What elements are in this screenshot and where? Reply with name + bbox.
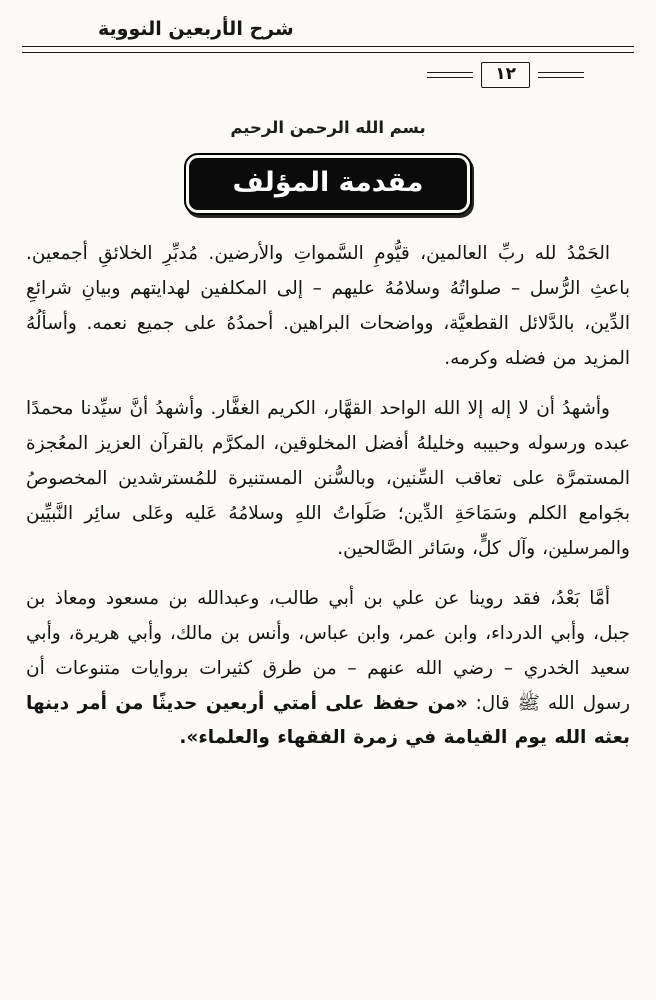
- section-title-box: [184, 153, 473, 215]
- page-body: [26, 237, 630, 756]
- page-number-row: [26, 62, 630, 88]
- paragraph-shahada: وأشهدُ أن لا إله إلا الله الواحد القهَّار، الكريم الغفَّار. وأشهدُ أنَّ سيِّدنا محمدًا عبده ورسوله وحبيبه وخليلهُ أفضل المخلوقين، المكرَّم بالقرآن العزيز المعُجزة المستمرَّة على تعاقب السِّنين، وبالسُّنن المستنيرة للمُسترشدين المخصوصُ بجَوامع الكلم وسَمَاحَةِ الدِّين؛ صَلَواتُ اللهِ وسلامُهُ عَليه وعَلى سائِر النَّبيِّين والمرسلين، وآل كلٍّ، وسَائر الصَّالحين.: [26, 398, 630, 559]
- hadith-quote: «من حفظ على أمتي أربعين حديثًا من أمر دينها بعثه الله يوم القيامة في زمرة الفقهاء والعلماء».: [26, 692, 630, 749]
- section-title: مقدمة المؤلف: [189, 158, 468, 210]
- book-title: شرح الأربعين النووية: [98, 18, 294, 40]
- page-number-line-left: [427, 72, 473, 78]
- bismillah: بسم الله الرحمن الرحيم: [230, 118, 426, 138]
- paragraph-amma-baad: [26, 582, 630, 756]
- paragraph-amma-baad-text: أمَّا بَعْدُ، فقد روينا عن علي بن أبي طالب، وعبدالله بن مسعود ومعاذ بن جبل، وأبي الدرداء، وابن عمر، وابن عباس، وأنس بن مالك، وأبي هريرة، وأبي سعيد الخدري – رضي الله عنهم – من طرق كثيرات بروايات متنوعات أن رسول الله ﷺ قال:: [26, 588, 631, 714]
- header-double-rule: [22, 46, 634, 53]
- page-header: [26, 18, 630, 88]
- paragraph-hamd: الحَمْدُ لله ربِّ العالمين، قيُّومِ السَّمواتِ والأرضين. مُدبِّرِ الخلائقِ أجمعين. باعثِ الرُّسل – صلواتُهُ وسلامُهُ عليهم – إلى المكلفين لهدايتهم وبيانِ شرائعِ الدِّين، بالدَّلائل القطعيَّة، وواضحات البراهين. أحمدُهُ على جميع نعمه. وأسألُهُ المزيد من فضله وكرمه.: [26, 243, 630, 369]
- page-number: ١٢: [481, 62, 530, 88]
- page-number-line-right: [538, 72, 584, 78]
